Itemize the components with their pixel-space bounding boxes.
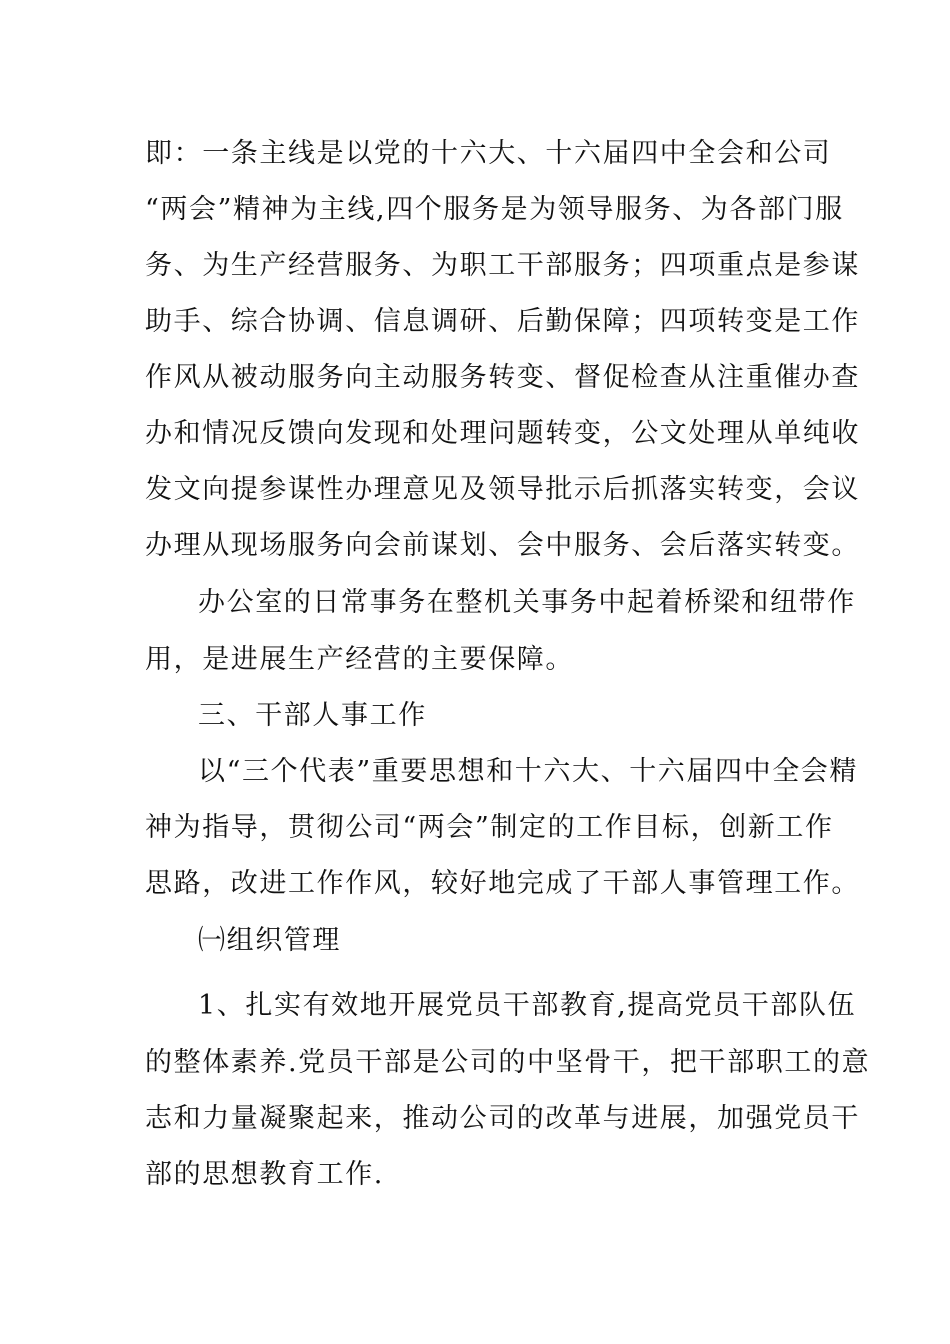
section-heading: 三、干部人事工作	[198, 700, 427, 731]
paragraph-line: 助手、综合协调、信息调研、后勤保障；四项转变是工作	[145, 306, 860, 337]
paragraph-line: 思路，改进工作作风，较好地完成了干部人事管理工作。	[145, 868, 860, 899]
paragraph-line: 1、扎实有效地开展党员干部教育,提高党员干部队伍	[198, 990, 857, 1021]
paragraph-line: 发文向提参谋性办理意见及领导批示后抓落实转变，会议	[145, 474, 860, 505]
paragraph-line: 以“三个代表”重要思想和十六大、十六届四中全会精	[198, 756, 859, 787]
paragraph-line: 神为指导，贯彻公司“两会”制定的工作目标，创新工作	[145, 812, 834, 843]
paragraph-line: “两会”精神为主线,四个服务是为领导服务、为各部门服	[145, 194, 844, 225]
paragraph-line: 办和情况反馈向发现和处理问题转变，公文处理从单纯收	[145, 418, 860, 449]
paragraph-line: 即：一条主线是以党的十六大、十六届四中全会和公司	[145, 138, 832, 169]
paragraph-line: 用，是进展生产经营的主要保障。	[145, 644, 574, 675]
paragraph-line: 的整体素养.党员干部是公司的中坚骨干，把干部职工的意	[145, 1047, 871, 1078]
paragraph-line: 办理从现场服务向会前谋划、会中服务、会后落实转变。	[145, 530, 860, 561]
paragraph-line: 办公室的日常事务在整机关事务中起着桥梁和纽带作	[198, 587, 856, 618]
subsection-heading: ㈠组织管理	[198, 925, 341, 956]
paragraph-line: 部的思想教育工作.	[145, 1159, 384, 1190]
paragraph-line: 作风从被动服务向主动服务转变、督促检查从注重催办查	[145, 362, 860, 393]
paragraph-line: 志和力量凝聚起来，推动公司的改革与进展，加强党员干	[145, 1103, 860, 1134]
paragraph-line: 务、为生产经营服务、为职工干部服务；四项重点是参谋	[145, 250, 860, 281]
